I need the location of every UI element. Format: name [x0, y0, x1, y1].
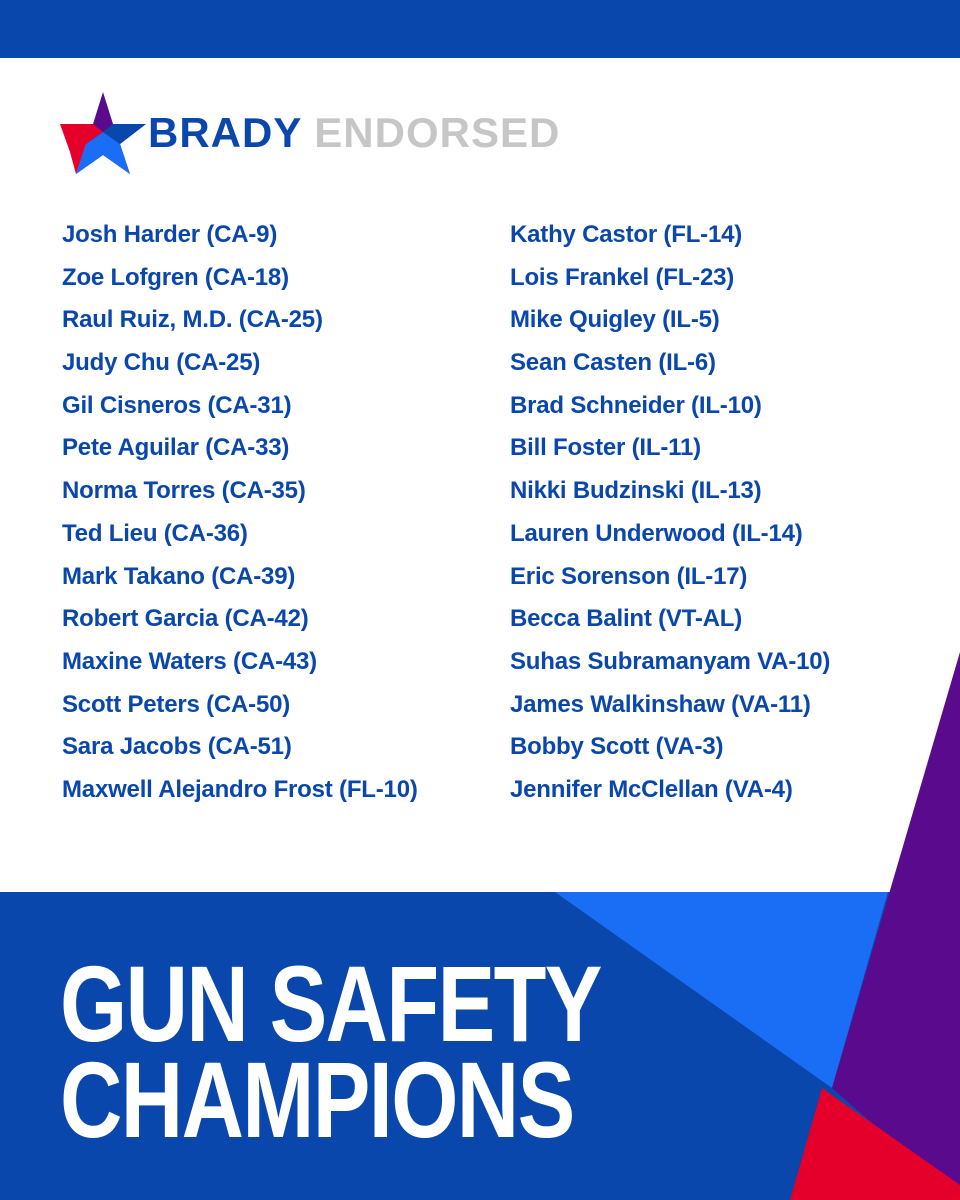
list-item: Maxine Waters (CA-43)	[62, 647, 317, 675]
list-item: Ted Lieu (CA-36)	[62, 519, 248, 547]
logo-brand-text: BRADY	[148, 109, 302, 156]
list-item: Jennifer McClellan (VA-4)	[510, 775, 793, 803]
logo-tagline-text: ENDORSED	[314, 109, 561, 156]
list-item: Scott Peters (CA-50)	[62, 690, 291, 718]
list-item: Norma Torres (CA-35)	[62, 477, 306, 505]
list-item: Mike Quigley (IL-5)	[510, 306, 720, 334]
star-icon	[60, 92, 146, 174]
list-item: Suhas Subramanyam VA-10)	[510, 647, 831, 675]
logo-wordmark	[148, 110, 560, 156]
list-item: Eric Sorenson (IL-17)	[510, 562, 748, 590]
candidate-list-left	[62, 214, 418, 812]
list-item: Bill Foster (IL-11)	[510, 434, 701, 462]
candidate-list-right	[510, 214, 830, 812]
list-item: Zoe Lofgren (CA-18)	[62, 263, 289, 291]
list-item: Raul Ruiz, M.D. (CA-25)	[62, 306, 323, 334]
list-item: Sean Casten (IL-6)	[510, 349, 716, 377]
headline-line-1: GUN SAFETY	[60, 943, 601, 1064]
list-item: Becca Balint (VT-AL)	[510, 605, 743, 633]
headline-line-2: CHAMPIONS	[60, 1039, 574, 1160]
list-item: Kathy Castor (FL-14)	[510, 221, 743, 248]
list-item: Brad Schneider (IL-10)	[510, 391, 762, 419]
list-item: James Walkinshaw (VA-11)	[510, 690, 811, 718]
list-item: Gil Cisneros (CA-31)	[62, 391, 292, 419]
list-item: Lois Frankel (FL-23)	[510, 263, 735, 291]
list-item: Josh Harder (CA-9)	[62, 221, 278, 248]
list-item: Lauren Underwood (IL-14)	[510, 519, 803, 547]
list-item: Sara Jacobs (CA-51)	[62, 733, 292, 761]
list-item: Maxwell Alejandro Frost (FL-10)	[62, 775, 418, 803]
brady-endorsed-logo	[60, 92, 560, 176]
list-item: Robert Garcia (CA-42)	[62, 605, 309, 633]
list-item: Pete Aguilar (CA-33)	[62, 434, 290, 462]
headline	[60, 943, 601, 1160]
list-item: Mark Takano (CA-39)	[62, 562, 296, 590]
list-item: Bobby Scott (VA-3)	[510, 733, 724, 761]
list-item: Nikki Budzinski (IL-13)	[510, 477, 762, 505]
list-item: Judy Chu (CA-25)	[62, 349, 261, 377]
